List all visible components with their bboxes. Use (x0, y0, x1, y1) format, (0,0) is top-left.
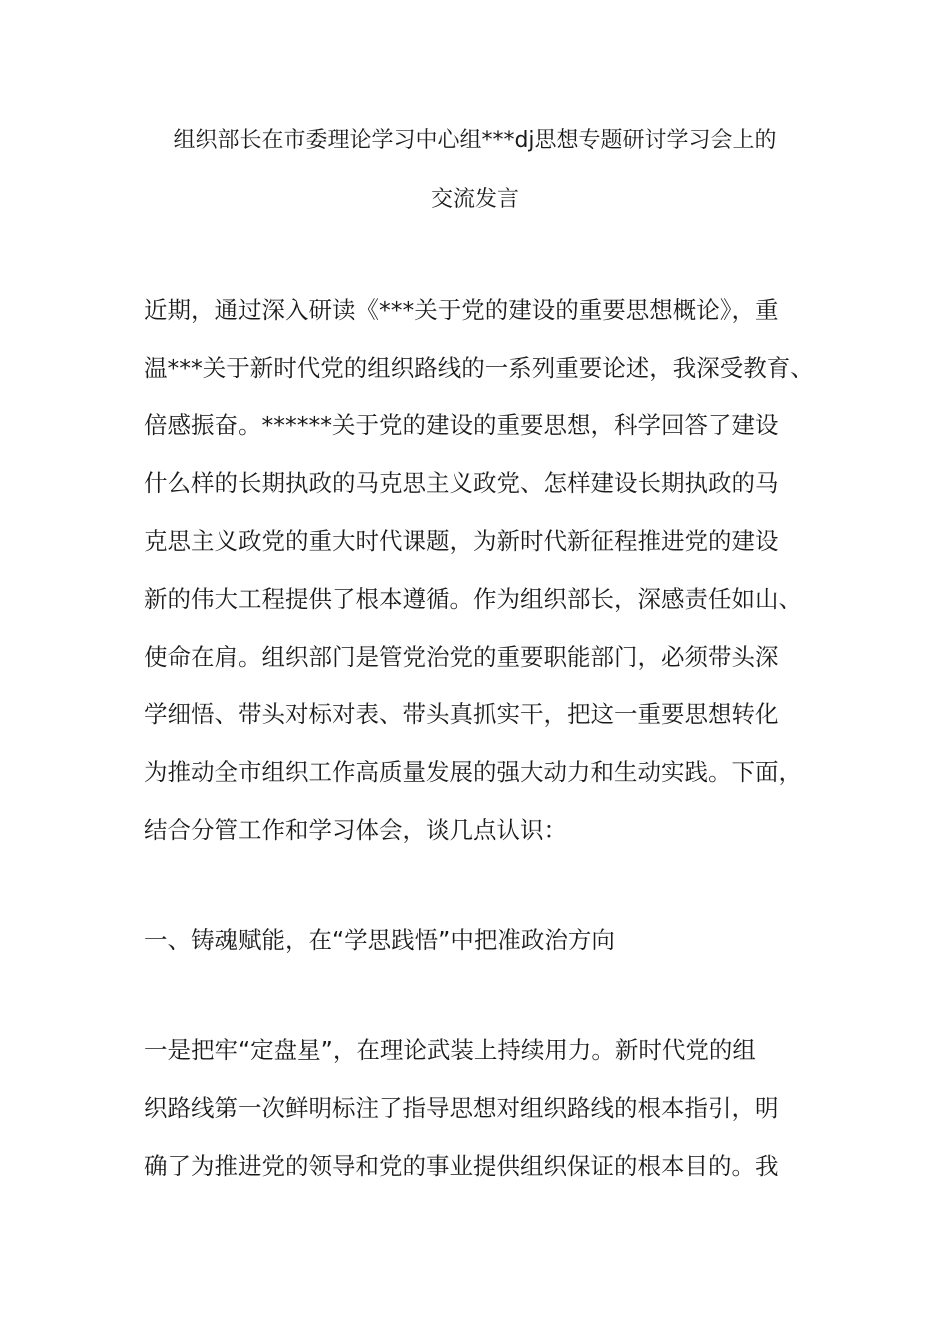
intro-line: 倍感振奋。******关于党的建设的重要思想，科学回答了建设 (144, 411, 779, 439)
body-line: 确了为推进党的领导和党的事业提供组织保证的根本目的。我 (144, 1152, 779, 1180)
intro-line: 克思主义政党的重大时代课题，为新时代新征程推进党的建设 (144, 527, 779, 555)
document-title-line-2: 交流发言 (430, 187, 519, 212)
intro-line: 为推动全市组织工作高质量发展的强大动力和生动实践。下面， (144, 758, 802, 786)
intro-line: 学细悟、带头对标对表、带头真抓实干，把这一重要思想转化 (144, 700, 779, 728)
intro-line: 温***关于新时代党的组织路线的一系列重要论述，我深受教育、 (144, 354, 814, 382)
intro-line: 新的伟大工程提供了根本遵循。作为组织部长，深感责任如山、 (144, 585, 802, 613)
body-line: 织路线第一次鲜明标注了指导思想对组织路线的根本指引，明 (144, 1094, 779, 1122)
intro-line: 使命在肩。组织部门是管党治党的重要职能部门，必须带头深 (144, 643, 779, 671)
body-line: 一是把牢“定盘星”，在理论武装上持续用力。新时代党的组 (144, 1036, 756, 1064)
section-heading: 一、铸魂赋能，在“学思践悟”中把准政治方向 (144, 926, 615, 954)
intro-line: 近期，通过深入研读《***关于党的建设的重要思想概论》，重 (144, 296, 779, 324)
document-title-line-1: 组织部长在市委理论学习中心组***dj思想专题研讨学习会上的 (173, 128, 777, 153)
intro-line: 结合分管工作和学习体会，谈几点认识： (144, 816, 567, 844)
intro-line: 什么样的长期执政的马克思主义政党、怎样建设长期执政的马 (144, 469, 779, 497)
